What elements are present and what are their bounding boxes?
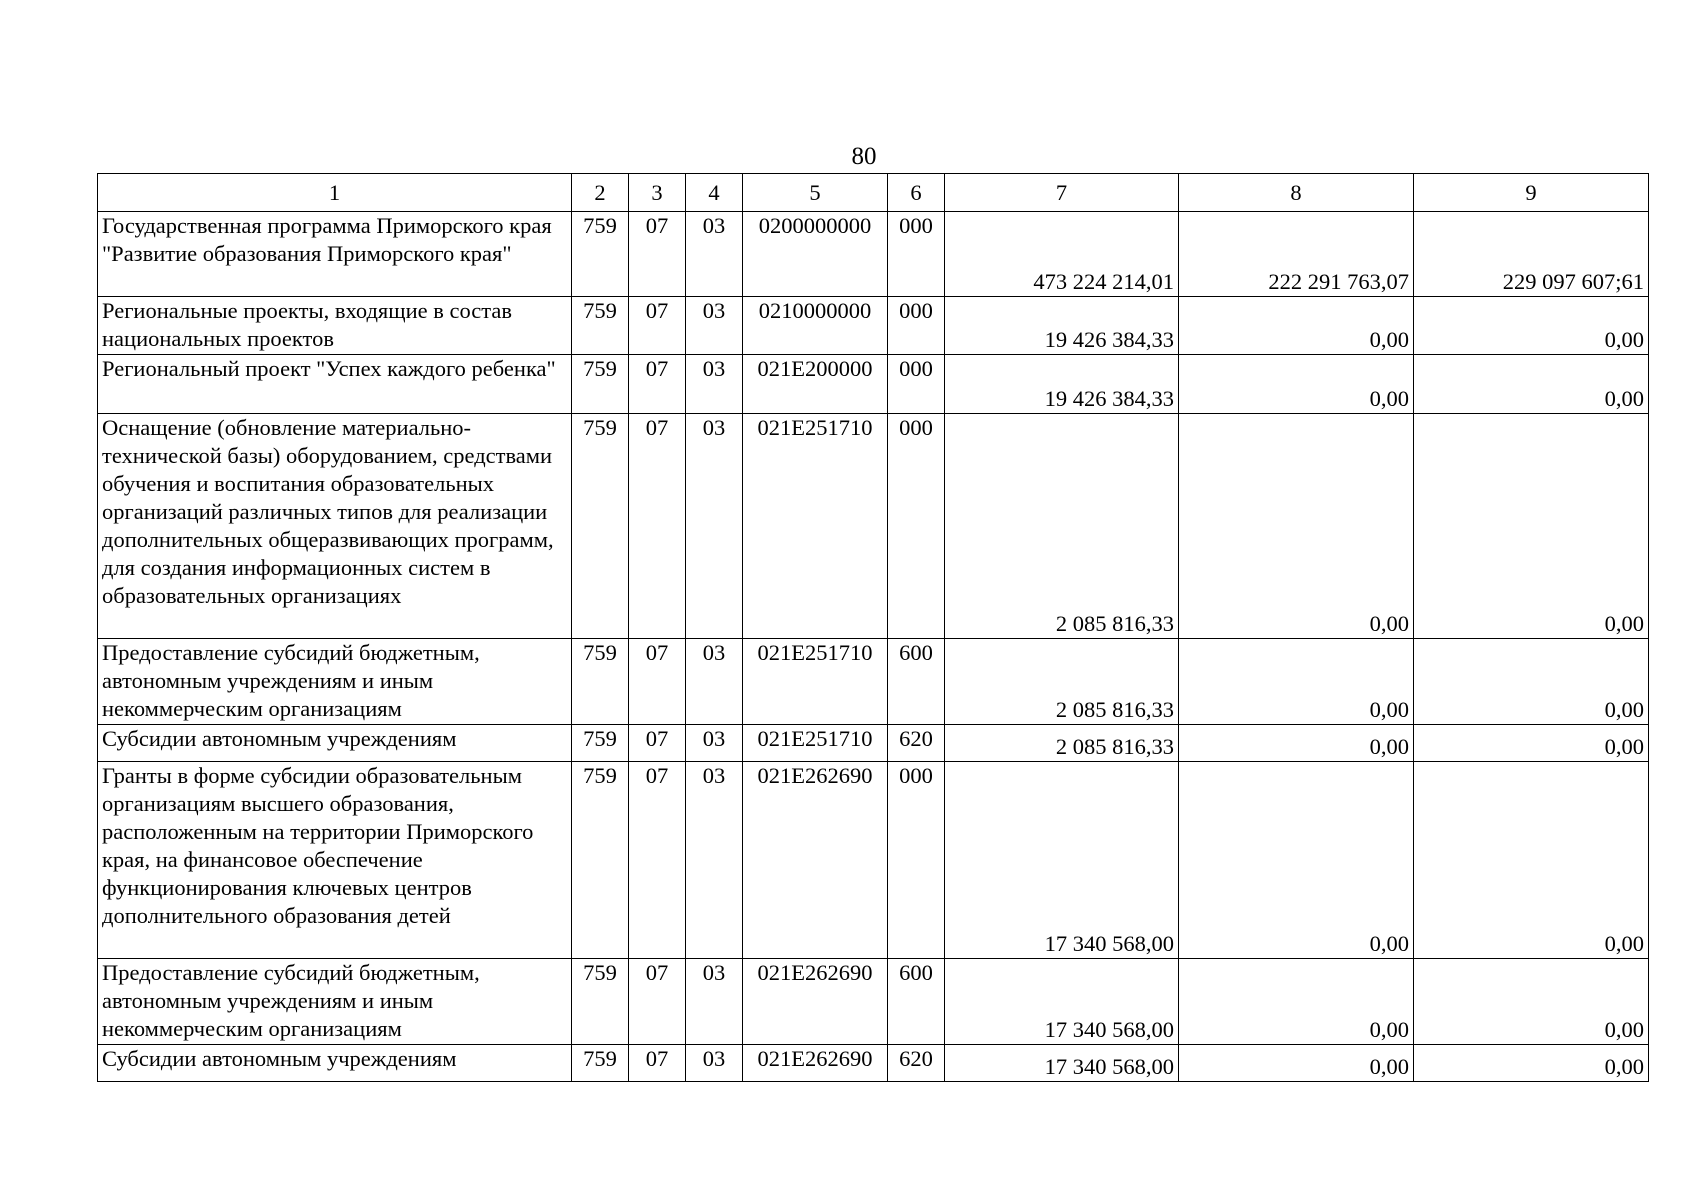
row-code-cell: 759 bbox=[572, 355, 629, 414]
row-amount-cell: 0,00 bbox=[1179, 639, 1414, 725]
row-code-cell: 03 bbox=[686, 959, 743, 1045]
row-code-cell: 03 bbox=[686, 725, 743, 762]
row-code-cell: 000 bbox=[888, 414, 945, 639]
row-code-cell: 620 bbox=[888, 1045, 945, 1082]
header-cell: 9 bbox=[1414, 174, 1649, 212]
row-amount-cell: 0,00 bbox=[1414, 1045, 1649, 1082]
row-code-cell: 759 bbox=[572, 959, 629, 1045]
row-amount-cell: 19 426 384,33 bbox=[945, 297, 1179, 355]
row-code-cell: 000 bbox=[888, 355, 945, 414]
table-row bbox=[98, 725, 1649, 762]
row-amount-cell: 0,00 bbox=[1179, 725, 1414, 762]
row-code-cell: 000 bbox=[888, 212, 945, 297]
row-amount-cell: 0,00 bbox=[1179, 959, 1414, 1045]
table-row bbox=[98, 762, 1649, 959]
row-amount-cell: 0,00 bbox=[1179, 762, 1414, 959]
row-amount-cell: 0,00 bbox=[1414, 355, 1649, 414]
row-code-cell: 0210000000 bbox=[743, 297, 888, 355]
row-amount-cell: 229 097 607;61 bbox=[1414, 212, 1649, 297]
row-amount-cell: 222 291 763,07 bbox=[1179, 212, 1414, 297]
row-code-cell: 759 bbox=[572, 762, 629, 959]
row-code-cell: 03 bbox=[686, 1045, 743, 1082]
row-code-cell: 021E251710 bbox=[743, 725, 888, 762]
row-name-cell: Государственная программа Приморского края "Развитие образования Приморского края" bbox=[98, 212, 572, 297]
row-code-cell: 600 bbox=[888, 639, 945, 725]
table-row bbox=[98, 212, 1649, 297]
row-code-cell: 03 bbox=[686, 355, 743, 414]
table-row bbox=[98, 1045, 1649, 1082]
row-amount-cell: 0,00 bbox=[1414, 725, 1649, 762]
row-code-cell: 759 bbox=[572, 639, 629, 725]
row-name-cell: Предоставление субсидий бюджетным, автономным учреждениям и иным некоммерческим организациям bbox=[98, 639, 572, 725]
row-code-cell: 759 bbox=[572, 725, 629, 762]
header-cell: 2 bbox=[572, 174, 629, 212]
row-name-cell: Предоставление субсидий бюджетным, автономным учреждениям и иным некоммерческим организациям bbox=[98, 959, 572, 1045]
row-code-cell: 07 bbox=[629, 355, 686, 414]
row-code-cell: 07 bbox=[629, 1045, 686, 1082]
row-code-cell: 759 bbox=[572, 212, 629, 297]
row-code-cell: 07 bbox=[629, 639, 686, 725]
row-amount-cell: 2 085 816,33 bbox=[945, 639, 1179, 725]
row-name-cell: Субсидии автономным учреждениям bbox=[98, 725, 572, 762]
table-row bbox=[98, 355, 1649, 414]
row-amount-cell: 0,00 bbox=[1414, 762, 1649, 959]
table-row bbox=[98, 959, 1649, 1045]
header-cell: 4 bbox=[686, 174, 743, 212]
row-name-cell: Гранты в форме субсидии образовательным организациям высшего образования, расположенным на территории Приморского края, на финансовое обеспечение функционирования ключевых центров дополнительного образования детей bbox=[98, 762, 572, 959]
row-amount-cell: 17 340 568,00 bbox=[945, 762, 1179, 959]
header-cell: 8 bbox=[1179, 174, 1414, 212]
row-code-cell: 759 bbox=[572, 1045, 629, 1082]
row-code-cell: 021E200000 bbox=[743, 355, 888, 414]
row-code-cell: 000 bbox=[888, 762, 945, 959]
row-code-cell: 07 bbox=[629, 762, 686, 959]
page-number: 80 bbox=[851, 143, 877, 170]
row-code-cell: 03 bbox=[686, 762, 743, 959]
row-amount-cell: 17 340 568,00 bbox=[945, 959, 1179, 1045]
row-amount-cell: 473 224 214,01 bbox=[945, 212, 1179, 297]
row-code-cell: 03 bbox=[686, 414, 743, 639]
header-cell: 7 bbox=[945, 174, 1179, 212]
row-amount-cell: 19 426 384,33 bbox=[945, 355, 1179, 414]
row-code-cell: 021E262690 bbox=[743, 762, 888, 959]
table-row bbox=[98, 639, 1649, 725]
row-amount-cell: 2 085 816,33 bbox=[945, 414, 1179, 639]
row-code-cell: 021E251710 bbox=[743, 639, 888, 725]
header-cell: 5 bbox=[743, 174, 888, 212]
header-cell: 1 bbox=[98, 174, 572, 212]
row-amount-cell: 17 340 568,00 bbox=[945, 1045, 1179, 1082]
header-cell: 3 bbox=[629, 174, 686, 212]
row-code-cell: 03 bbox=[686, 297, 743, 355]
row-name-cell: Региональный проект "Успех каждого ребенка" bbox=[98, 355, 572, 414]
row-code-cell: 620 bbox=[888, 725, 945, 762]
row-amount-cell: 0,00 bbox=[1414, 959, 1649, 1045]
row-amount-cell: 0,00 bbox=[1414, 297, 1649, 355]
row-name-cell: Субсидии автономным учреждениям bbox=[98, 1045, 572, 1082]
row-amount-cell: 0,00 bbox=[1179, 414, 1414, 639]
row-amount-cell: 0,00 bbox=[1414, 414, 1649, 639]
row-code-cell: 07 bbox=[629, 212, 686, 297]
row-code-cell: 07 bbox=[629, 725, 686, 762]
table-row bbox=[98, 414, 1649, 639]
row-amount-cell: 0,00 bbox=[1179, 1045, 1414, 1082]
row-amount-cell: 0,00 bbox=[1179, 355, 1414, 414]
budget-table bbox=[97, 173, 1649, 1082]
row-amount-cell: 2 085 816,33 bbox=[945, 725, 1179, 762]
header-row bbox=[98, 174, 1649, 212]
row-code-cell: 07 bbox=[629, 297, 686, 355]
row-code-cell: 759 bbox=[572, 414, 629, 639]
row-code-cell: 600 bbox=[888, 959, 945, 1045]
row-code-cell: 000 bbox=[888, 297, 945, 355]
row-amount-cell: 0,00 bbox=[1414, 639, 1649, 725]
row-code-cell: 021E262690 bbox=[743, 1045, 888, 1082]
row-name-cell: Оснащение (обновление материально-технической базы) оборудованием, средствами обучения и воспитания образовательных организаций различных типов для реализации дополнительных общеразвивающих программ, для создания информационных систем в образовательных организациях bbox=[98, 414, 572, 639]
row-code-cell: 07 bbox=[629, 414, 686, 639]
row-code-cell: 759 bbox=[572, 297, 629, 355]
row-code-cell: 03 bbox=[686, 639, 743, 725]
row-amount-cell: 0,00 bbox=[1179, 297, 1414, 355]
header-cell: 6 bbox=[888, 174, 945, 212]
row-code-cell: 021E251710 bbox=[743, 414, 888, 639]
row-code-cell: 021E262690 bbox=[743, 959, 888, 1045]
table-row bbox=[98, 297, 1649, 355]
row-code-cell: 03 bbox=[686, 212, 743, 297]
row-code-cell: 0200000000 bbox=[743, 212, 888, 297]
row-name-cell: Региональные проекты, входящие в состав национальных проектов bbox=[98, 297, 572, 355]
row-code-cell: 07 bbox=[629, 959, 686, 1045]
